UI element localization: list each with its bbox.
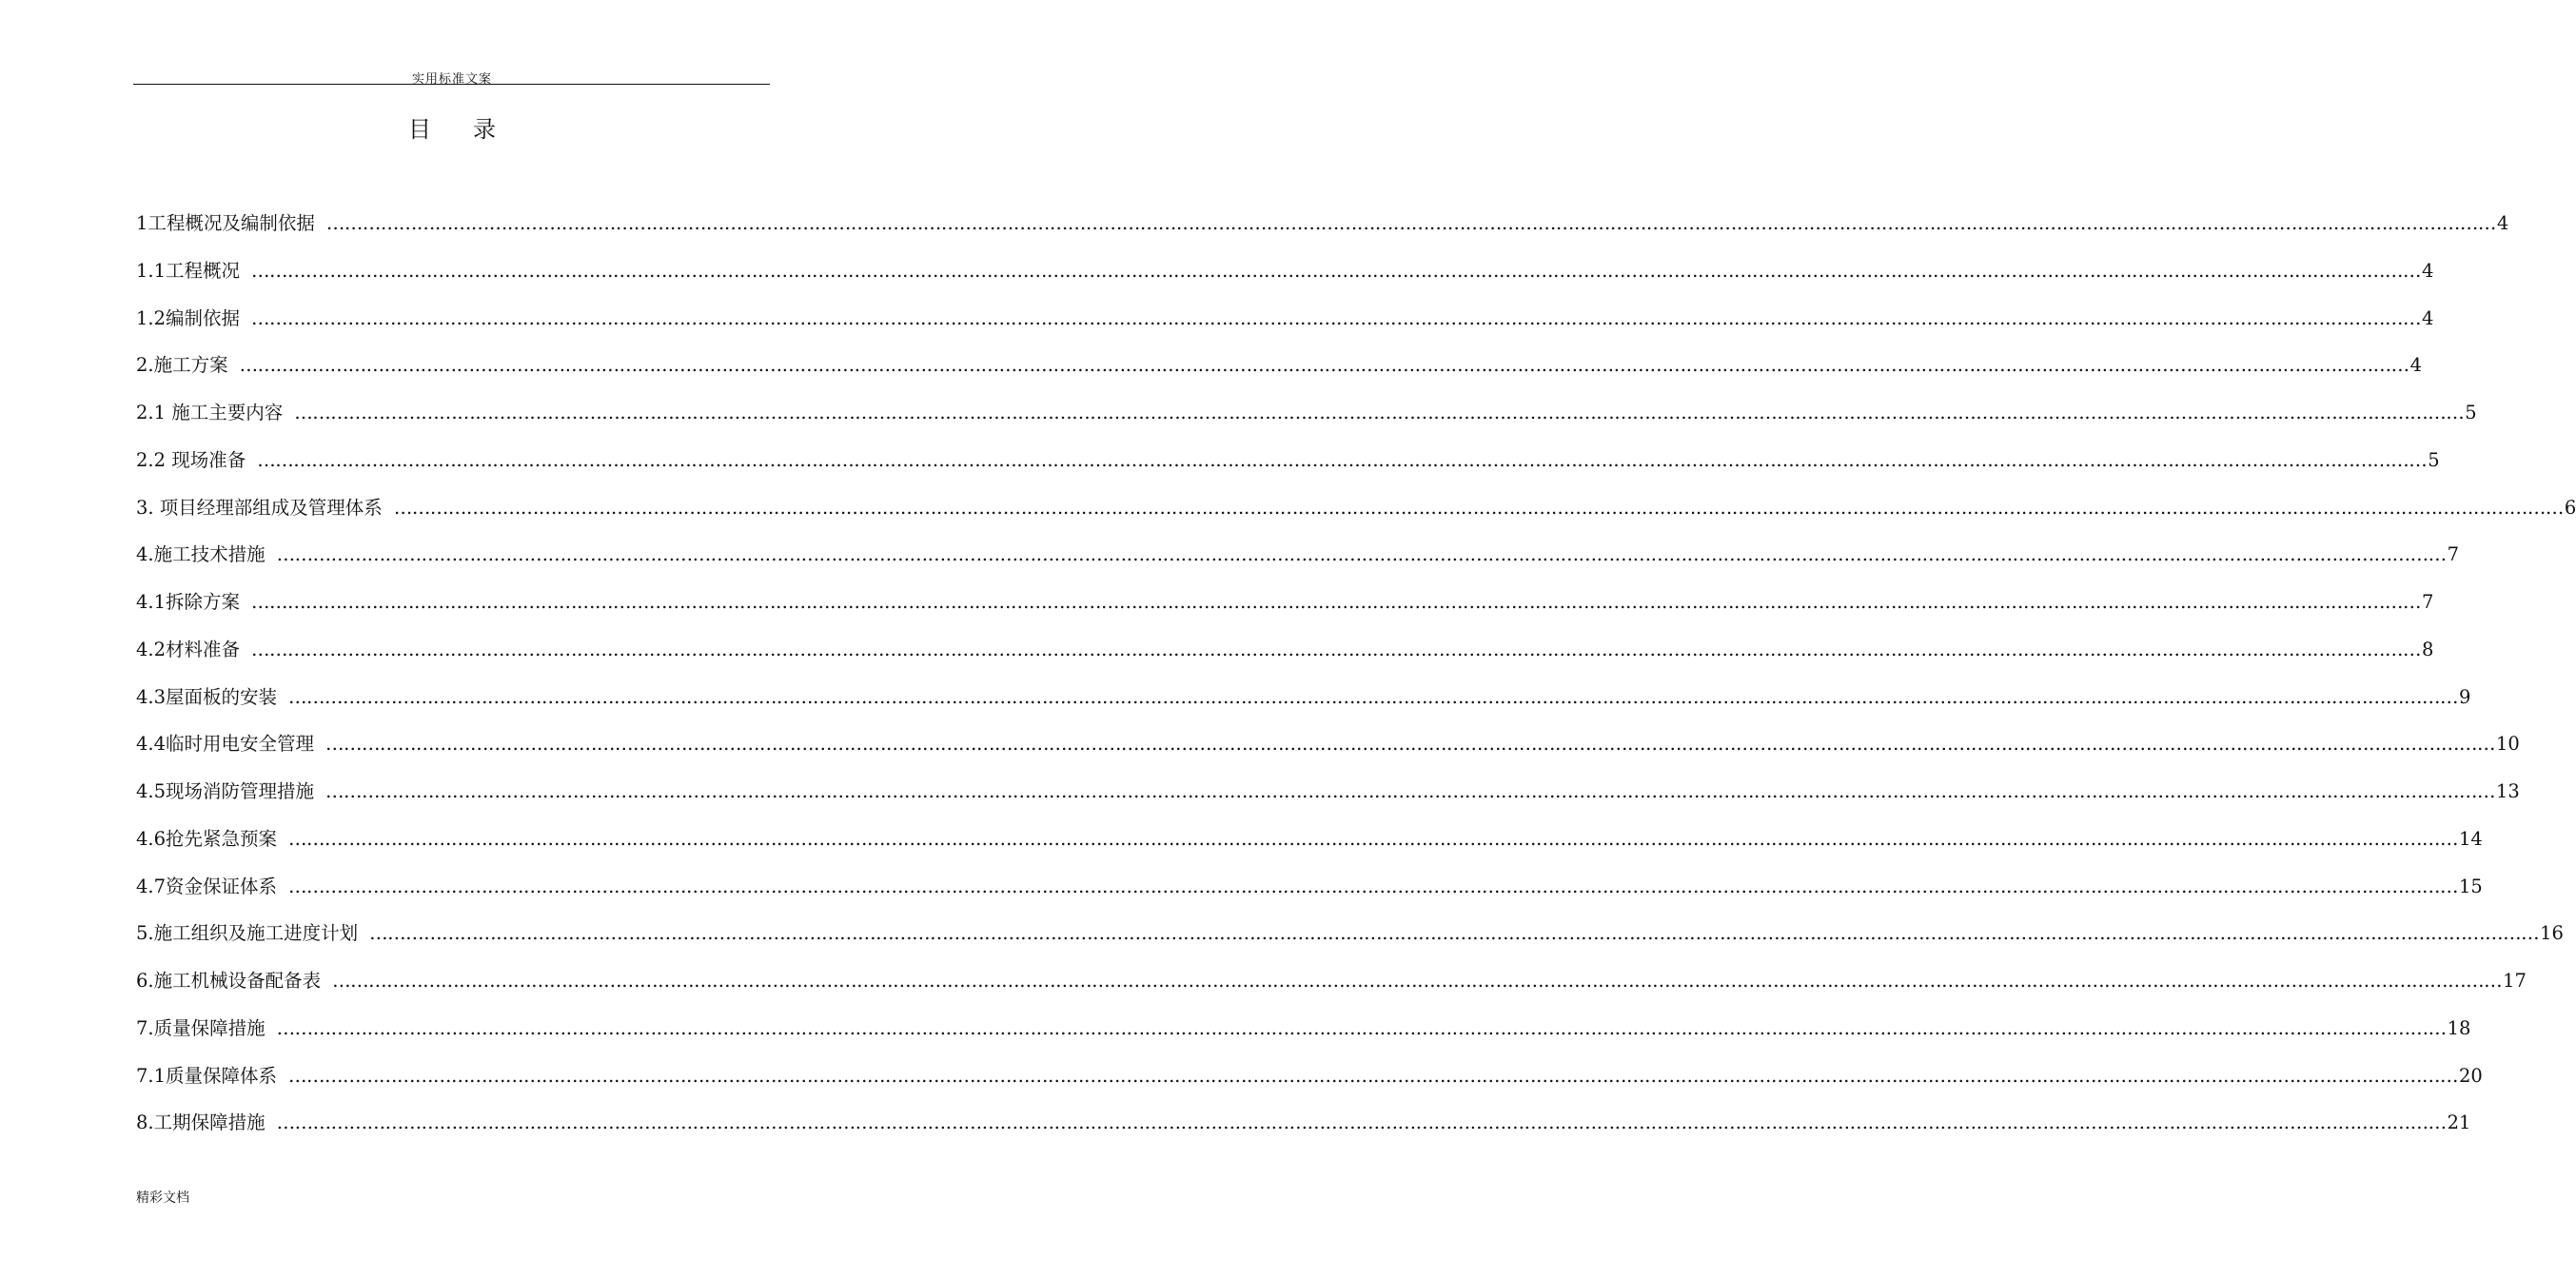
toc-entry-page: 7 <box>2422 591 2434 613</box>
toc-entry-label: 4.施工技术措施 <box>136 543 265 566</box>
toc-entry-page: 13 <box>2496 780 2520 802</box>
dot-leader: ……………………………………………………………………………………………………………………………………………………………………………………………………………………………………………………………………………………………………………………………… <box>393 496 2564 519</box>
toc-entry-label: 7.1质量保障体系 <box>136 1064 278 1087</box>
dot-leader: ……………………………………………………………………………………………………………………………………………………………………………………………………………………………………………………………………………………………………………………………… <box>276 543 2447 566</box>
dot-leader: ……………………………………………………………………………………………………………………………………………………………………………………………………………………………………………………………………………………………………………………………… <box>257 448 2428 471</box>
toc-entry[interactable] <box>136 1110 2471 1157</box>
dot-leader: ……………………………………………………………………………………………………………………………………………………………………………………………………………………………………………………………………………………………………………………………… <box>325 780 2496 802</box>
toc-entry-label: 4.2材料准备 <box>136 638 241 660</box>
toc-entry[interactable] <box>136 684 2471 732</box>
toc-entry-label: 4.3屋面板的安装 <box>136 685 278 708</box>
toc-entry-page: 4 <box>2422 259 2434 282</box>
dot-leader: ……………………………………………………………………………………………………………………………………………………………………………………………………………………………………………………………………………………………………………………………… <box>325 212 2496 234</box>
toc-entry-label: 3. 项目经理部组成及管理体系 <box>136 496 383 519</box>
toc-entry-label: 2.施工方案 <box>136 354 228 377</box>
toc-title-left: 目 <box>408 116 431 143</box>
dot-leader: ……………………………………………………………………………………………………………………………………………………………………………………………………………………………………………………………………………………………………………………………… <box>332 970 2503 992</box>
toc-title <box>0 110 904 144</box>
toc-entry[interactable] <box>136 1015 2471 1063</box>
toc-entry-label: 6.施工机械设备配备表 <box>136 970 322 992</box>
toc-entry-page: 4 <box>2409 354 2423 377</box>
toc-entry-label: 1工程概况及编制依据 <box>136 212 315 234</box>
toc-entry-label: 4.5现场消防管理措施 <box>136 780 315 802</box>
toc-title-right: 录 <box>473 116 496 143</box>
toc-entry[interactable] <box>136 589 2434 637</box>
toc-entry[interactable] <box>136 778 2520 826</box>
toc-entry[interactable] <box>136 305 2434 353</box>
header-divider <box>133 84 770 85</box>
toc-entry[interactable] <box>136 1063 2483 1111</box>
toc-entry[interactable] <box>136 731 2520 778</box>
toc-entry[interactable] <box>136 258 2434 305</box>
toc-entry-page: 14 <box>2459 827 2483 850</box>
toc-entry-page: 21 <box>2447 1112 2471 1134</box>
toc-entry-label: 4.1拆除方案 <box>136 591 241 613</box>
toc-entry[interactable] <box>136 495 2576 542</box>
toc-entry-label: 4.6抢先紧急预案 <box>136 827 278 850</box>
toc-entry[interactable] <box>136 400 2477 447</box>
dot-leader: ……………………………………………………………………………………………………………………………………………………………………………………………………………………………………………………………………………………………………………………………… <box>251 638 2422 660</box>
dot-leader: ……………………………………………………………………………………………………………………………………………………………………………………………………………………………………………………………………………………………………………………………… <box>276 1016 2447 1039</box>
page-footer: 精彩文档 <box>136 1190 189 1206</box>
toc-entry[interactable] <box>136 826 2483 874</box>
toc-entry[interactable] <box>136 920 2564 968</box>
toc-entry-label: 5.施工组织及施工进度计划 <box>136 922 359 945</box>
toc-entry-label: 7.质量保障措施 <box>136 1016 265 1039</box>
toc-entry[interactable] <box>136 447 2440 495</box>
toc-entry-page: 4 <box>2496 212 2509 234</box>
toc-entry-label: 4.7资金保证体系 <box>136 875 278 897</box>
dot-leader: ……………………………………………………………………………………………………………………………………………………………………………………………………………………………………………………………………………………………………………………………… <box>251 591 2422 613</box>
dot-leader: ……………………………………………………………………………………………………………………………………………………………………………………………………………………………………………………………………………………………………………………………… <box>251 306 2422 329</box>
toc-entry-page: 15 <box>2459 875 2483 897</box>
toc-entry[interactable] <box>136 637 2434 684</box>
dot-leader: ……………………………………………………………………………………………………………………………………………………………………………………………………………………………………………………………………………………………………………………………… <box>325 733 2496 756</box>
dot-leader: ……………………………………………………………………………………………………………………………………………………………………………………………………………………………………………………………………………………………………………………………… <box>276 1112 2447 1134</box>
table-of-contents <box>136 210 2576 1157</box>
dot-leader: ……………………………………………………………………………………………………………………………………………………………………………………………………………………………………………………………………………………………………………………………… <box>369 922 2540 945</box>
dot-leader: ……………………………………………………………………………………………………………………………………………………………………………………………………………………………………………………………………………………………………………………………… <box>288 827 2459 850</box>
toc-entry-label: 1.1工程概况 <box>136 259 241 282</box>
toc-entry-page: 9 <box>2459 685 2471 708</box>
page-header: 实用标准文案 <box>411 72 492 87</box>
toc-entry-page: 4 <box>2422 306 2434 329</box>
toc-entry-label: 8.工期保障措施 <box>136 1112 265 1134</box>
dot-leader: ……………………………………………………………………………………………………………………………………………………………………………………………………………………………………………………………………………………………………………………………… <box>251 259 2422 282</box>
toc-entry-page: 6 <box>2564 496 2576 519</box>
dot-leader: ……………………………………………………………………………………………………………………………………………………………………………………………………………………………………………………………………………………………………………………………… <box>239 354 2409 377</box>
toc-entry-page: 16 <box>2540 922 2564 945</box>
toc-entry-page: 18 <box>2447 1016 2471 1039</box>
toc-entry-page: 17 <box>2503 970 2527 992</box>
toc-entry-page: 20 <box>2459 1064 2483 1087</box>
toc-entry-page: 7 <box>2447 543 2460 566</box>
toc-entry[interactable] <box>136 874 2483 921</box>
toc-entry-page: 8 <box>2422 638 2434 660</box>
toc-entry-page: 5 <box>2465 402 2477 423</box>
toc-entry[interactable] <box>136 968 2527 1015</box>
dot-leader: ……………………………………………………………………………………………………………………………………………………………………………………………………………………………………………………………………………………………………………………………… <box>288 685 2459 708</box>
dot-leader: ……………………………………………………………………………………………………………………………………………………………………………………………………………………………………………………………………………………………………………………………… <box>288 1064 2459 1087</box>
toc-entry-label: 2.2 现场准备 <box>136 448 246 471</box>
toc-entry-page: 10 <box>2496 733 2520 756</box>
toc-entry-label: 1.2编制依据 <box>136 306 241 329</box>
toc-entry-page: 5 <box>2428 448 2440 471</box>
toc-entry-label: 2.1 施工主要内容 <box>136 402 284 423</box>
dot-leader: ……………………………………………………………………………………………………………………………………………………………………………………………………………………………………………………………………………………………………………………………… <box>288 875 2459 897</box>
toc-entry[interactable] <box>136 210 2509 258</box>
toc-entry-label: 4.4临时用电安全管理 <box>136 733 315 756</box>
toc-entry[interactable] <box>136 541 2460 589</box>
toc-entry[interactable] <box>136 352 2423 400</box>
dot-leader: ……………………………………………………………………………………………………………………………………………………………………………………………………………………………………………………………………………………………………………………………… <box>294 402 2465 423</box>
